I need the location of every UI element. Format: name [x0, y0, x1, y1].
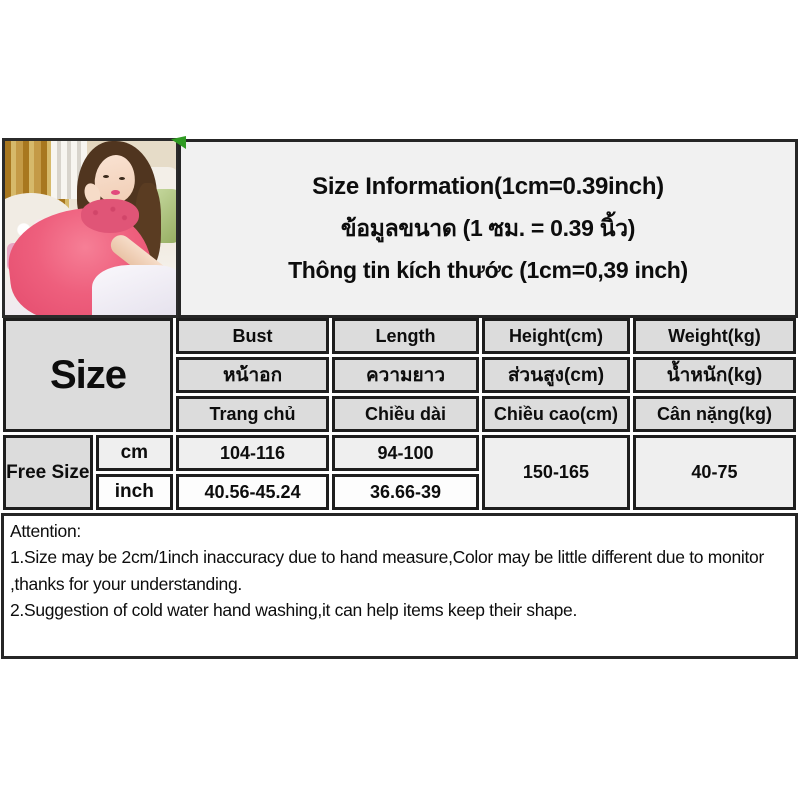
header-height-en: Height(cm) [482, 318, 630, 354]
model-lips [111, 190, 120, 195]
photo-bedding [92, 265, 179, 318]
table-row-cm [3, 435, 796, 471]
unit-inch-cell: inch [96, 474, 174, 510]
header-length-vi: Chiều dài [332, 396, 479, 432]
length-inch-value: 36.66-39 [332, 474, 479, 510]
product-photo [2, 138, 179, 318]
header-weight-en: Weight(kg) [633, 318, 796, 354]
nightgown-lace-bodice [81, 199, 139, 233]
attention-note-1: 1.Size may be 2cm/1inch inaccuracy due to hand measure,Color may be little different due to monitor ,thanks for your understanding. [10, 547, 764, 594]
unit-cm-cell: cm [96, 435, 174, 471]
attention-notes [1, 513, 798, 659]
bust-cm-value: 104-116 [176, 435, 329, 471]
table-row-header-english [3, 318, 796, 354]
header-weight-vi: Cân nặng(kg) [633, 396, 796, 432]
header-bust-th: หน้าอก [176, 357, 329, 393]
model-eye-left [103, 175, 109, 178]
model-eye-right [119, 177, 125, 180]
size-information-header [178, 139, 798, 318]
header-bust-vi: Trang chủ [176, 396, 329, 432]
weight-range-value: 40-75 [633, 435, 796, 510]
free-size-label-cell: Free Size [3, 435, 93, 510]
header-bust-en: Bust [176, 318, 329, 354]
size-info-title-english: Size Information(1cm=0.39inch) [312, 173, 664, 200]
bust-inch-value: 40.56-45.24 [176, 474, 329, 510]
length-cm-value: 94-100 [332, 435, 479, 471]
header-length-th: ความยาว [332, 357, 479, 393]
attention-heading: Attention: [10, 521, 81, 541]
header-height-vi: Chiều cao(cm) [482, 396, 630, 432]
header-weight-th: น้ำหนัก(kg) [633, 357, 796, 393]
attention-note-2: 2.Suggestion of cold water hand washing,it can help items keep their shape. [10, 599, 578, 620]
header-height-th: ส่วนสูง(cm) [482, 357, 630, 393]
header-length-en: Length [332, 318, 479, 354]
size-info-title-thai: ข้อมูลขนาด (1 ซม. = 0.39 นิ้ว) [340, 215, 636, 241]
size-info-title-vietnamese: Thông tin kích thước (1cm=0,39 inch) [288, 257, 688, 283]
size-table [0, 315, 799, 513]
size-corner-cell: Size [3, 318, 173, 432]
height-range-value: 150-165 [482, 435, 630, 510]
